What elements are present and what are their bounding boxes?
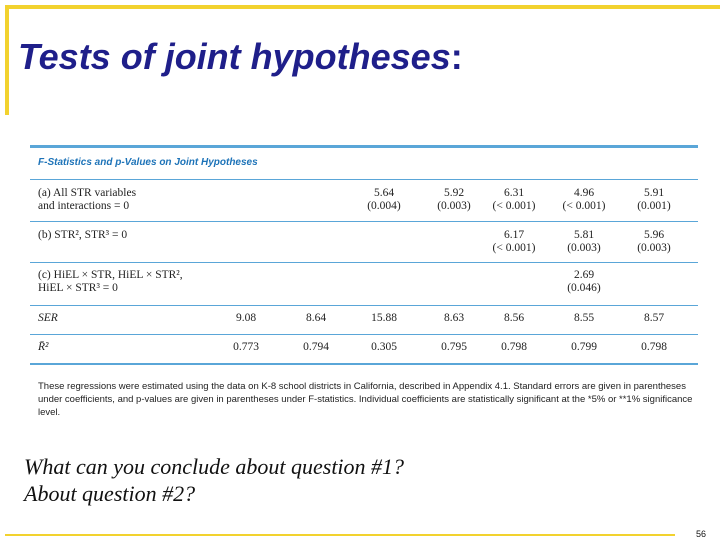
bottom-accent-bar [5, 534, 675, 536]
r2-value: 0.305 [371, 341, 397, 353]
ser-value: 8.64 [305, 312, 327, 324]
ser-label: SER [38, 312, 58, 324]
row-a-col5: 5.92 (0.003) [437, 187, 471, 212]
r2-label: R̄² [38, 341, 49, 353]
regression-table [30, 145, 698, 369]
slide-title: Tests of joint hypotheses: [18, 36, 463, 77]
row-c-col7: 2.69 (0.046) [567, 269, 601, 294]
table-divider [30, 305, 698, 306]
page-number: 56 [696, 529, 707, 539]
table-divider [30, 334, 698, 335]
row-a-col8: 5.91 (0.001) [637, 187, 671, 212]
r2-value: 0.773 [233, 341, 259, 353]
row-a-col7: 4.96 (< 0.001) [562, 187, 606, 212]
row-c-label: (c) HiEL × STR, HiEL × STR², HiEL × STR³ = 0 [38, 269, 183, 294]
ser-value: 8.57 [643, 312, 665, 324]
table-divider [30, 179, 698, 180]
ser-value: 8.56 [503, 312, 525, 324]
r2-value: 0.799 [571, 341, 597, 353]
table-top-rule [30, 145, 698, 148]
row-a-col4: 5.64 (0.004) [367, 187, 401, 212]
ser-value: 8.55 [573, 312, 595, 324]
r2-value: 0.798 [501, 341, 527, 353]
row-a-label: (a) All STR variables and interactions = 0 [38, 187, 137, 212]
ser-value: 15.88 [371, 312, 397, 324]
row-b-col6: 6.17 (< 0.001) [492, 229, 536, 254]
table-heading: F-Statistics and p-Values on Joint Hypotheses [38, 157, 258, 168]
discussion-question: What can you conclude about question #1? About question #2? [24, 454, 405, 506]
r2-value: 0.795 [441, 341, 467, 353]
table-note: These regressions were estimated using the data on K-8 school districts in California, described in Appendix 4.1. Standard errors are given in parentheses under coefficients, and p-values are given in parentheses under F-statistics. Individual coefficients are statistically significant at the *5% or **1% significance level. [38, 381, 693, 418]
ser-value: 9.08 [235, 312, 257, 324]
row-b-col8: 5.96 (0.003) [637, 229, 671, 254]
r2-value: 0.794 [303, 341, 329, 353]
table-divider [30, 221, 698, 222]
ser-value: 8.63 [443, 312, 465, 324]
row-a-col6: 6.31 (< 0.001) [492, 187, 536, 212]
table-divider [30, 262, 698, 263]
row-b-col7: 5.81 (0.003) [567, 229, 601, 254]
row-b-label: (b) STR², STR³ = 0 [38, 229, 128, 241]
top-accent-bar [5, 5, 720, 9]
left-accent-bar [5, 5, 9, 115]
table-bottom-rule [30, 363, 698, 365]
r2-value: 0.798 [641, 341, 667, 353]
